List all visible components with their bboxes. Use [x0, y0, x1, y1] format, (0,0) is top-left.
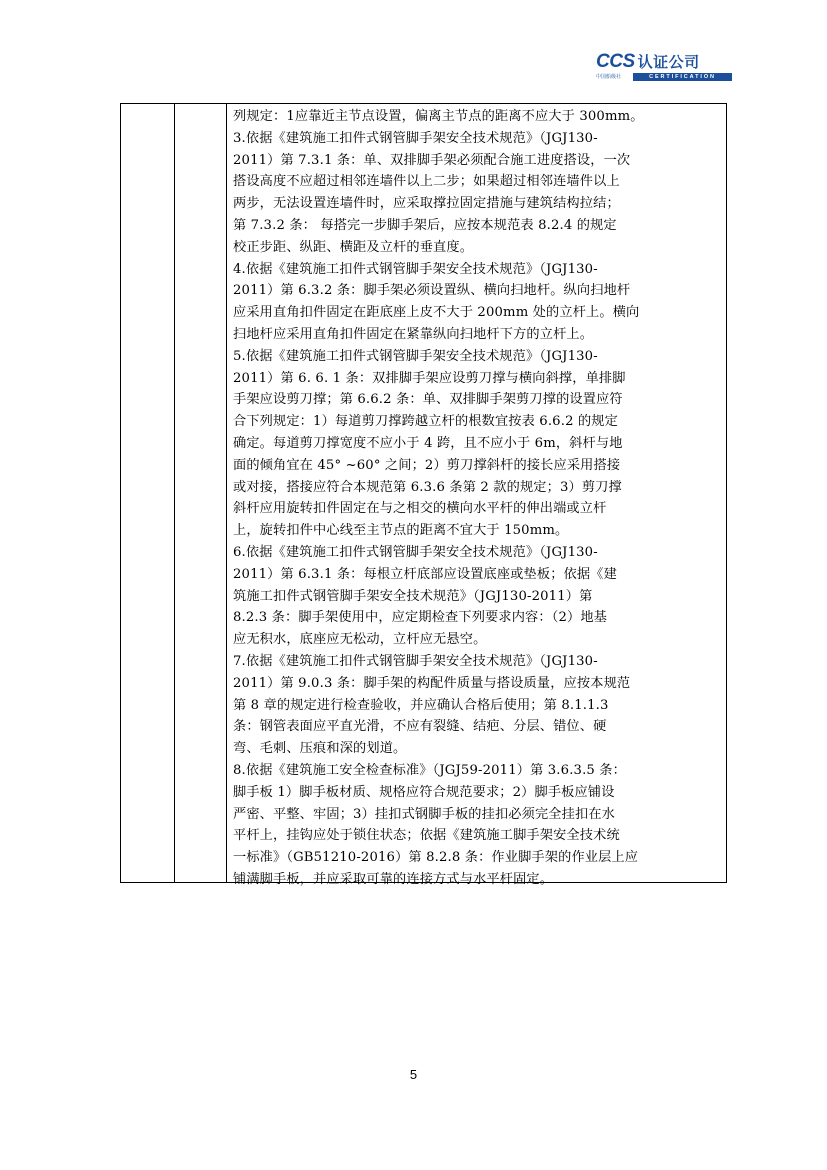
text-line: 严密、平整、牢固；3）挂扣式钢脚手板的挂扣必须完全挂扣在水 — [233, 806, 615, 822]
text-line: 5.依据《建筑施工扣件式钢管脚手架安全技术规范》（JGJ130- — [233, 348, 598, 364]
text-line: 第 7.3.2 条： 每搭完一步脚手架后，应按本规范表 8.2.4 的规定 — [233, 217, 617, 233]
text-line: 或对接，搭接应符合本规范第 6.3.6 条第 2 款的规定；3）剪刀撑 — [233, 479, 622, 495]
text-line: 8.依据《建筑施工安全检查标准》（JGJ59-2011）第 3.6.3.5 条： — [233, 762, 626, 778]
text-line: 一标准》（GB51210-2016）第 8.2.8 条：作业脚手架的作业层上应 — [233, 850, 639, 866]
text-line: 上，旋转扣件中心线至主节点的距离不宜大于 150mm。 — [233, 523, 569, 539]
page-number: 5 — [409, 1067, 418, 1082]
logo-mark — [596, 52, 700, 72]
text-line: 搭设高度不应超过相邻连墙件以上二步；如果超过相邻连墙件以上 — [233, 174, 620, 190]
logo-certification-bar: CERTIFICATION — [633, 73, 732, 81]
text-line: 4.依据《建筑施工扣件式钢管脚手架安全技术规范》（JGJ130- — [233, 261, 598, 277]
column-divider — [174, 104, 175, 882]
text-line: 筑施工扣件式钢管脚手架安全技术规范》（JGJ130-2011）第 — [233, 588, 593, 604]
text-line: 7.依据《建筑施工扣件式钢管脚手架安全技术规范》（JGJ130- — [233, 653, 598, 669]
logo-small-text: 中国船级社 — [596, 74, 622, 80]
text-line: 应采用直角扣件固定在距底座上皮不大于 200mm 处的立杆上。横向 — [233, 305, 640, 321]
text-line: 手架应设剪刀撑；第 6.6.2 条：单、双排脚手架剪刀撑的设置应符 — [233, 392, 623, 408]
inspection-table — [120, 103, 727, 887]
text-line: 校正步距、纵距、横距及立杆的垂直度。 — [233, 239, 474, 255]
text-line: 2011）第 6.3.2 条：脚手架必须设置纵、横向扫地杆。纵向扫地杆 — [233, 283, 631, 299]
logo-ccs-text: CCS — [596, 51, 635, 72]
text-line: 3.依据《建筑施工扣件式钢管脚手架安全技术规范》（JGJ130- — [233, 130, 598, 146]
text-line: 列规定：1应靠近主节点设置，偏离主节点的距离不应大于 300mm。 — [233, 109, 644, 124]
text-line: 第 8 章的规定进行检查验收，并应确认合格后使用；第 8.1.1.3 — [233, 697, 609, 713]
text-line: 合下列规定：1）每道剪刀撑跨越立杆的根数宜按表 6.6.2 的规定 — [233, 414, 618, 430]
text-line: 斜杆应用旋转扣件固定在与之相交的横向水平杆的伸出端或立杆 — [233, 501, 607, 517]
basis-text-cell — [233, 106, 723, 891]
text-line: 2011）第 9.0.3 条：脚手架的构配件质量与搭设质量，应按本规范 — [233, 675, 631, 691]
ccs-certification-logo — [596, 52, 732, 86]
logo-chinese-text: 认证公司 — [637, 53, 700, 71]
text-line: 弯、毛刺、压痕和深的划道。 — [233, 741, 407, 757]
text-line: 条：钢管表面应平直光滑，不应有裂缝、结疤、分层、错位、硬 — [233, 719, 607, 735]
text-line: 6.依据《建筑施工扣件式钢管脚手架安全技术规范》（JGJ130- — [233, 544, 598, 560]
text-line: 2011）第 6.3.1 条：每根立杆底部应设置底座或垫板；依据《建 — [233, 566, 617, 582]
text-line: 2011）第 6. 6. 1 条：双排脚手架应设剪刀撑与横向斜撑，单排脚 — [233, 370, 626, 386]
text-line: 平杆上，挂钩应处于锁住状态；依据《建筑施工脚手架安全技术统 — [233, 828, 620, 844]
column-divider — [226, 104, 227, 882]
text-line: 应无积水，底座应无松动，立杆应无悬空。 — [233, 632, 487, 648]
text-line: 8.2.3 条：脚手架使用中，应定期检查下列要求内容：（2）地基 — [233, 610, 608, 626]
text-line: 面的倾角宜在 45° ~60° 之间；2）剪刀撑斜杆的接长应采用搭接 — [233, 457, 621, 473]
text-line: 2011）第 7.3.1 条：单、双排脚手架必须配合施工进度搭设，一次 — [233, 152, 631, 168]
text-line: 确定。每道剪刀撑宽度不应小于 4 跨，且不应小于 6m，斜杆与地 — [233, 435, 623, 451]
text-line: 脚手板 1）脚手板材质、规格应符合规范要求；2）脚手板应铺设 — [233, 784, 615, 800]
text-line: 铺满脚手板，并应采取可靠的连接方式与水平杆固定。 — [233, 871, 554, 887]
text-line: 扫地杆应采用直角扣件固定在紧靠纵向扫地杆下方的立杆上。 — [233, 326, 594, 342]
text-line: 两步，无法设置连墙件时，应采取撑拉固定措施与建筑结构拉结； — [233, 196, 620, 212]
